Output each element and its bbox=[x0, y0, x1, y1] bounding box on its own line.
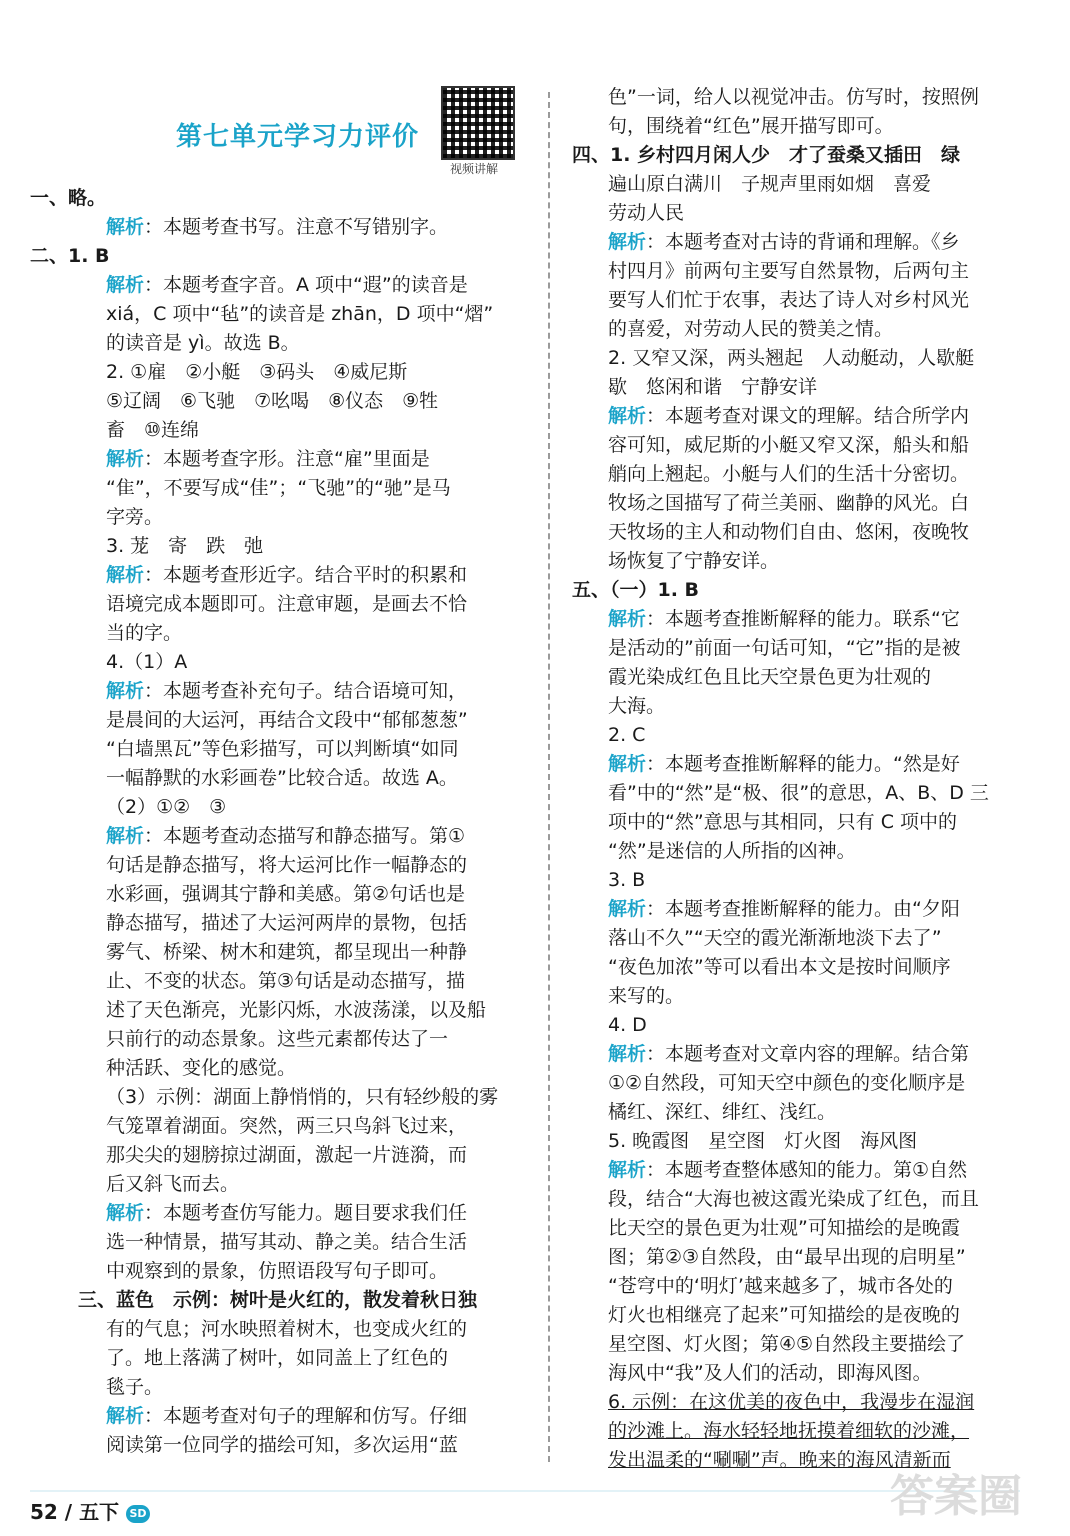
text-line: 星空图、灯火图；第④⑤自然段主要描绘了 bbox=[608, 1333, 966, 1355]
text-line bbox=[106, 445, 430, 474]
text-line: 句，围绕着“红色”展开描写即可。 bbox=[608, 115, 894, 137]
text-line: 来写的。 bbox=[608, 985, 685, 1007]
analysis-text: ：本题考查对句子的理解和仿写。仔细 bbox=[144, 1405, 468, 1427]
text-line: “夜色加浓”等可以看出本文是按时间顺序 bbox=[608, 956, 951, 978]
text-line: 遍山原白满川 子规声里雨如烟 喜爱 bbox=[608, 173, 932, 195]
text-line: 是晨间的大运河，再结合文段中“郁郁葱葱” bbox=[106, 709, 468, 731]
text-line: “隹”，不要写成“佳”；“飞驰”的“驰”是马 bbox=[106, 477, 451, 499]
text-line: 歇 悠闲和谐 宁静安详 bbox=[608, 376, 818, 398]
page-number: 52 / 五下 bbox=[30, 1500, 120, 1524]
text-line bbox=[106, 213, 448, 242]
edition-badge-icon: SD bbox=[126, 1505, 150, 1523]
text-line: 比天空的景色更为壮观”可知描绘的是晚霞 bbox=[608, 1217, 960, 1239]
text-line: 段，结合“大海也被这霞光染成了红色，而且 bbox=[608, 1188, 979, 1210]
text-line: 句话是静态描写，将大运河比作一幅静态的 bbox=[106, 854, 468, 876]
text-line: “然”是迷信的人所指的凶神。 bbox=[608, 840, 856, 862]
text-line: 当的字。 bbox=[106, 622, 183, 644]
text-line: 气笼罩着湖面。突然，两三只鸟斜飞过来， bbox=[106, 1115, 468, 1137]
text-line bbox=[106, 561, 467, 590]
analysis-label: 解析 bbox=[608, 608, 647, 630]
analysis-label: 解析 bbox=[608, 898, 647, 920]
text-line: 灯火也相继亮了起来”可知描绘的是夜晚的 bbox=[608, 1304, 960, 1326]
text-line bbox=[106, 1402, 467, 1431]
text-line: 大海。 bbox=[608, 695, 666, 717]
analysis-label: 解析 bbox=[106, 564, 145, 586]
text-line: 的喜爱，对劳动人民的赞美之情。 bbox=[608, 318, 894, 340]
text-line: 看”中的“然”是“极、很”的意思，A、B、D 三 bbox=[608, 782, 989, 804]
text-line: 雾气、桥梁、树木和建筑，都呈现出一种静 bbox=[106, 941, 468, 963]
text-line: xiá，C 项中“毡”的读音是 zhān，D 项中“熠” bbox=[106, 303, 494, 325]
text-line: 是活动的”前面一句话可知，“它”指的是被 bbox=[608, 637, 961, 659]
text-line bbox=[608, 1040, 969, 1069]
text-line: 只前行的动态景象。这些元素都传达了一 bbox=[106, 1028, 449, 1050]
analysis-text: ：本题考查仿写能力。题目要求我们任 bbox=[144, 1202, 468, 1224]
text-line: 种活跃、变化的感觉。 bbox=[106, 1057, 297, 1079]
text-line: 3. B bbox=[608, 869, 646, 891]
text-line: 一、略。 bbox=[30, 187, 107, 209]
text-line: （3）示例：湖面上静悄悄的，只有轻纱般的雾 bbox=[106, 1086, 499, 1108]
text-line: 村四月》前两句主要写自然景物，后两句主 bbox=[608, 260, 970, 282]
analysis-label: 解析 bbox=[106, 216, 145, 238]
analysis-text: ：本题考查字形。注意“雇”里面是 bbox=[144, 448, 430, 470]
watermark: 答案圈 bbox=[890, 1471, 1022, 1522]
text-line: 劳动人民 bbox=[608, 202, 685, 224]
column-divider bbox=[548, 92, 550, 1462]
analysis-text: ：本题考查整体感知的能力。第①自然 bbox=[646, 1159, 968, 1181]
text-line: 6. 示例：在这优美的夜色中，我漫步在湿润 bbox=[608, 1391, 975, 1413]
analysis-label: 解析 bbox=[608, 405, 647, 427]
footer-divider bbox=[30, 1490, 1020, 1492]
analysis-label: 解析 bbox=[608, 1043, 647, 1065]
qr-label: 视频讲解 bbox=[450, 162, 499, 176]
analysis-text: ：本题考查书写。注意不写错别字。 bbox=[144, 216, 449, 238]
analysis-label: 解析 bbox=[106, 274, 145, 296]
text-line bbox=[608, 895, 960, 924]
text-line: 有的气息；河水映照着树木，也变成火红的 bbox=[106, 1318, 468, 1340]
analysis-text: ：本题考查对文章内容的理解。结合第 bbox=[646, 1043, 970, 1065]
text-line bbox=[608, 750, 960, 779]
text-line: 畜 ⑩连绵 bbox=[106, 419, 200, 441]
text-line: ⑤辽阔 ⑥飞驰 ⑦吆喝 ⑧仪态 ⑨牲 bbox=[106, 390, 439, 412]
analysis-text: ：本题考查推断解释的能力。由“夕阳 bbox=[646, 898, 960, 920]
text-line: 语境完成本题即可。注意审题，是画去不恰 bbox=[106, 593, 468, 615]
text-line bbox=[608, 605, 960, 634]
text-line: “白墙黑瓦”等色彩描写，可以判断填“如同 bbox=[106, 738, 459, 760]
page-title: 第七单元学习力评价 bbox=[176, 122, 420, 152]
text-line: 2. 又窄又深，两头翘起 人动艇动，人歇艇 bbox=[608, 347, 975, 369]
analysis-text: ：本题考查对古诗的背诵和理解。《乡 bbox=[646, 231, 960, 253]
text-line: 述了天色渐亮，光影闪烁，水波荡漾，以及船 bbox=[106, 999, 487, 1021]
text-line: 静态描写，描述了大运河两岸的景物，包括 bbox=[106, 912, 468, 934]
text-line bbox=[608, 228, 960, 257]
text-line: 要写人们忙于农事，表达了诗人对乡村风光 bbox=[608, 289, 970, 311]
analysis-label: 解析 bbox=[106, 680, 145, 702]
analysis-label: 解析 bbox=[608, 753, 647, 775]
page-footer bbox=[30, 1496, 150, 1525]
text-line: 4. D bbox=[608, 1014, 647, 1036]
text-line: 字旁。 bbox=[106, 506, 164, 528]
text-line: 水彩画，强调其宁静和美感。第②句话也是 bbox=[106, 883, 466, 905]
text-line: 中观察到的景象，仿照语段写句子即可。 bbox=[106, 1260, 449, 1282]
analysis-text: ：本题考查对课文的理解。结合所学内 bbox=[646, 405, 970, 427]
text-line: 4.（1）A bbox=[106, 651, 188, 673]
text-line: 后又斜飞而去。 bbox=[106, 1173, 240, 1195]
text-line: 3. 茏 寄 跌 弛 bbox=[106, 535, 264, 557]
text-line: 五、（一）1. B bbox=[572, 579, 700, 601]
analysis-label: 解析 bbox=[608, 231, 647, 253]
text-line: 四、1. 乡村四月闲人少 才了蚕桑又插田 绿 bbox=[572, 144, 961, 166]
analysis-label: 解析 bbox=[106, 1202, 145, 1224]
qr-code-icon[interactable] bbox=[441, 86, 515, 160]
text-line: 天牧场的主人和动物们自由、悠闲，夜晚牧 bbox=[608, 521, 970, 543]
analysis-text: ：本题考查补充句子。结合语境可知， bbox=[144, 680, 468, 702]
text-line: 那尖尖的翅膀掠过湖面，激起一片涟漪，而 bbox=[106, 1144, 468, 1166]
text-line: 毯子。 bbox=[106, 1376, 164, 1398]
text-line: 发出温柔的“唰唰”声。晚来的海风清新而 bbox=[608, 1449, 951, 1471]
text-line: 橘红、深红、绯红、浅红。 bbox=[608, 1101, 837, 1123]
text-line: 5. 晚霞图 星空图 灯火图 海风图 bbox=[608, 1130, 918, 1152]
text-line: 选一种情景，描写其动、静之美。结合生活 bbox=[106, 1231, 468, 1253]
text-line: 2. C bbox=[608, 724, 646, 746]
text-line: 了。地上落满了树叶，如同盖上了红色的 bbox=[106, 1347, 449, 1369]
text-line: 项中的“然”意思与其相同，只有 C 项中的 bbox=[608, 811, 958, 833]
text-line: 霞光染成红色且比天空景色更为壮观的 bbox=[608, 666, 932, 688]
analysis-text: ：本题考查字音。A 项中“遐”的读音是 bbox=[144, 274, 468, 296]
text-line: 海风中“我”及人们的活动，即海风图。 bbox=[608, 1362, 932, 1384]
text-line: （2）①② ③ bbox=[106, 796, 227, 818]
analysis-label: 解析 bbox=[106, 825, 145, 847]
text-line: 三、蓝色 示例：树叶是火红的，散发着秋日独 bbox=[78, 1289, 478, 1311]
text-line bbox=[608, 402, 969, 431]
text-line bbox=[106, 271, 468, 300]
text-line: 二、1. B bbox=[30, 245, 110, 267]
text-line: 场恢复了宁静安详。 bbox=[608, 550, 780, 572]
text-line: 止、不变的状态。第③句话是动态描写，描 bbox=[106, 970, 466, 992]
analysis-label: 解析 bbox=[106, 1405, 145, 1427]
text-line bbox=[106, 1199, 467, 1228]
analysis-text: ：本题考查推断解释的能力。联系“它 bbox=[646, 608, 960, 630]
text-line: 一幅静默的水彩画卷”比较合适。故选 A。 bbox=[106, 767, 458, 789]
text-line: 的沙滩上。海水轻轻地抚摸着细软的沙滩， bbox=[608, 1420, 970, 1442]
text-line bbox=[106, 677, 467, 706]
text-line: 落山不久”“天空的霞光渐渐地淡下去了” bbox=[608, 927, 942, 949]
text-line: “苍穹中的‘明灯’越来越多了，城市各处的 bbox=[608, 1275, 953, 1297]
text-line: 图；第②③自然段，由“最早出现的启明星” bbox=[608, 1246, 966, 1268]
text-line: 阅读第一位同学的描绘可知，多次运用“蓝 bbox=[106, 1434, 458, 1456]
text-line bbox=[106, 822, 465, 851]
text-line: 2. ①雇 ②小艇 ③码头 ④威尼斯 bbox=[106, 361, 408, 383]
text-line bbox=[608, 1156, 967, 1185]
text-line: 色”一词，给人以视觉冲击。仿写时，按照例 bbox=[608, 86, 979, 108]
text-line: 牧场之国描写了荷兰美丽、幽静的风光。白 bbox=[608, 492, 970, 514]
analysis-label: 解析 bbox=[608, 1159, 647, 1181]
text-line: 容可知，威尼斯的小艇又窄又深，船头和船 bbox=[608, 434, 970, 456]
text-line: 艄向上翘起。小艇与人们的生活十分密切。 bbox=[608, 463, 970, 485]
analysis-text: ：本题考查动态描写和静态描写。第① bbox=[144, 825, 466, 847]
analysis-text: ：本题考查推断解释的能力。“然是好 bbox=[646, 753, 960, 775]
analysis-label: 解析 bbox=[106, 448, 145, 470]
analysis-text: ：本题考查形近字。结合平时的积累和 bbox=[144, 564, 468, 586]
text-line: ①②自然段，可知天空中颜色的变化顺序是 bbox=[608, 1072, 966, 1094]
text-line: 的读音是 yì。故选 B。 bbox=[106, 332, 300, 354]
